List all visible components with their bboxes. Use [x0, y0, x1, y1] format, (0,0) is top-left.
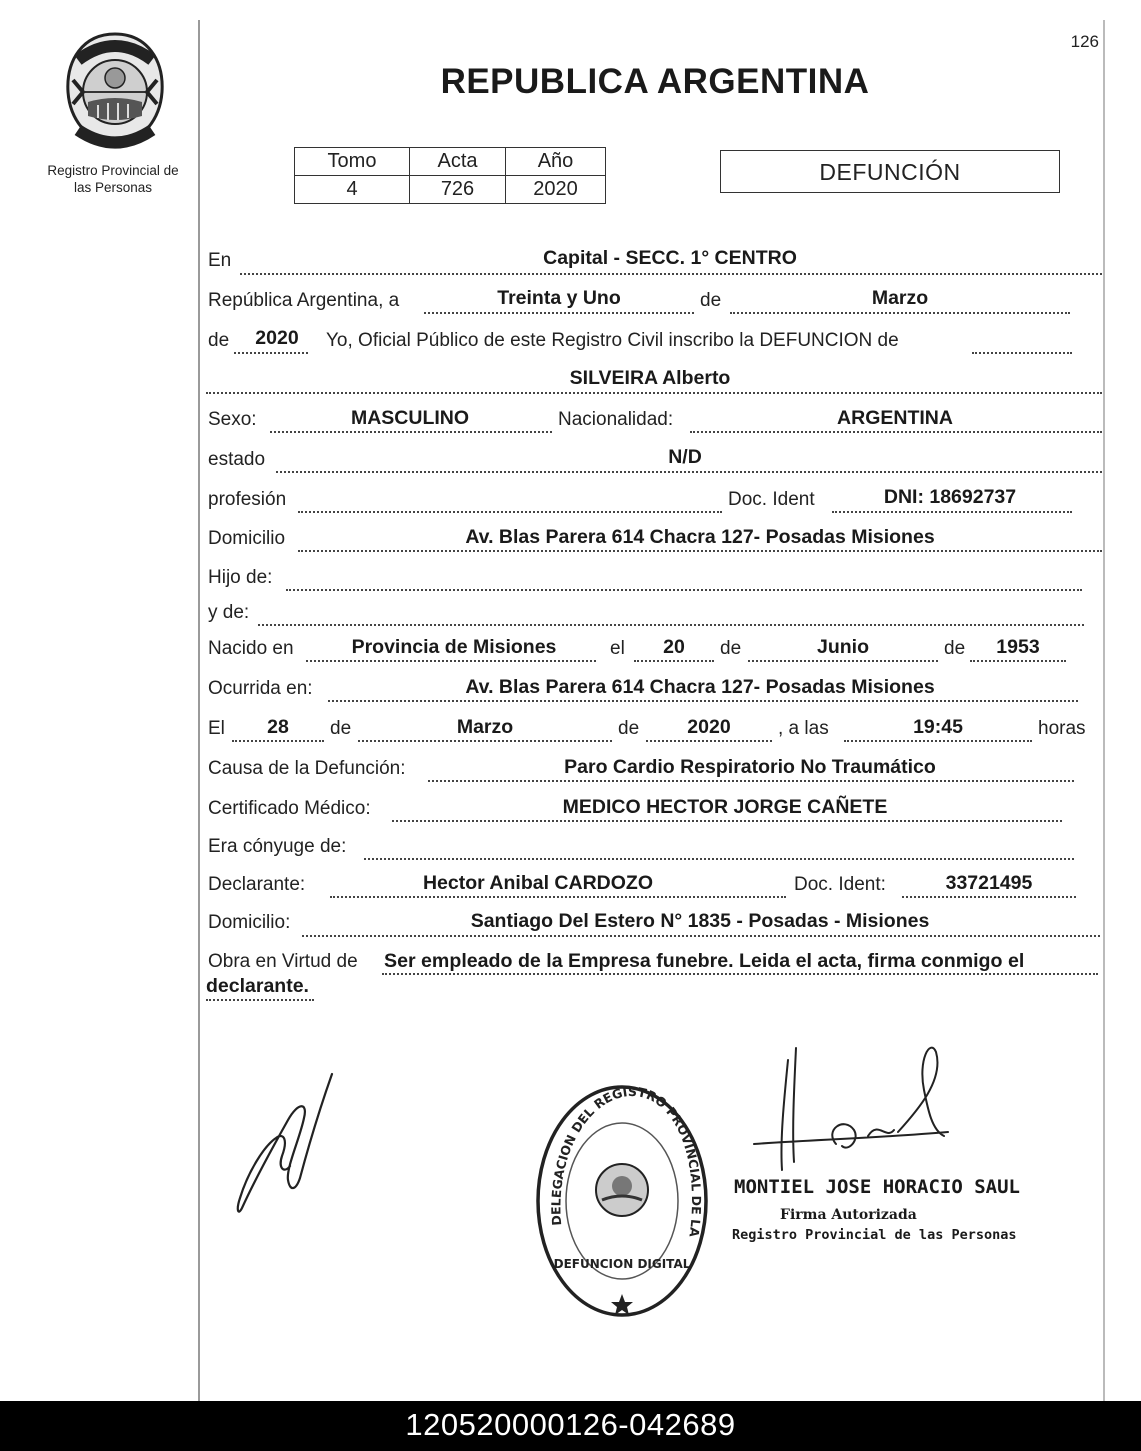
label-estado: estado — [208, 449, 266, 470]
label-en: En — [208, 250, 232, 271]
label-yo: Yo, Oficial Público de este Registro Civil inscribo la DEFUNCION de — [326, 330, 899, 351]
label-sexo: Sexo: — [208, 409, 257, 430]
obra-value-line2: declarante. — [206, 975, 309, 997]
label-republica: República Argentina, a — [208, 290, 400, 311]
label-nacionalidad: Nacionalidad: — [558, 409, 674, 430]
label-conyuge: Era cónyuge de: — [208, 836, 347, 857]
oficial-signature — [748, 1040, 958, 1180]
dotted-line — [634, 660, 714, 662]
tomo-acta-anio-table — [294, 147, 606, 204]
def-anio-value: 2020 — [687, 716, 731, 738]
label-causa: Causa de la Defunción: — [208, 758, 406, 779]
dotted-line — [382, 973, 1098, 975]
tomo-header: Tomo — [295, 148, 410, 176]
dotted-line — [330, 896, 786, 898]
nacionalidad-value: ARGENTINA — [837, 407, 953, 429]
seal-inner-text: DEFUNCION DIGITAL — [553, 1257, 691, 1271]
label-de: de — [618, 718, 640, 739]
signature-role: Firma Autorizada — [780, 1207, 917, 1223]
signature-org: Registro Provincial de las Personas — [732, 1227, 1017, 1243]
declarante-signature — [230, 1068, 340, 1218]
dotted-line — [364, 858, 1074, 860]
label-domicilio-2: Domicilio: — [208, 912, 291, 933]
label-y-de: y de: — [208, 602, 250, 623]
provincia-misiones-logo — [58, 30, 173, 150]
label-doc-ident: Doc. Ident — [728, 489, 815, 510]
label-horas: horas — [1038, 718, 1086, 739]
certificado-value: MEDICO HECTOR JORGE CAÑETE — [562, 796, 888, 818]
record-type-box: DEFUNCIÓN — [720, 150, 1060, 193]
dotted-line — [240, 273, 1102, 275]
nac-mes-value: Junio — [817, 636, 869, 658]
right-margin-line — [1103, 20, 1105, 1405]
dotted-line — [328, 700, 1078, 702]
registro-line-1: Registro Provincial de — [47, 163, 179, 178]
domicilio-value: Av. Blas Parera 614 Chacra 127- Posadas Misiones — [465, 526, 935, 548]
dotted-line — [902, 896, 1076, 898]
acta-value: 726 — [410, 176, 506, 204]
lugar-value: Capital - SECC. 1° CENTRO — [543, 247, 797, 269]
def-mes-value: Marzo — [456, 716, 514, 738]
dotted-line — [358, 740, 612, 742]
signature-name: MONTIEL JOSE HORACIO SAUL — [734, 1176, 1020, 1198]
dotted-line — [258, 624, 1084, 626]
nac-anio-value: 1953 — [996, 636, 1040, 658]
declarante-value: Hector Anibal CARDOZO — [422, 872, 654, 894]
label-profesion: profesión — [208, 489, 287, 510]
dotted-line — [730, 312, 1070, 314]
anio-value: 2020 — [506, 176, 606, 204]
dotted-line — [306, 660, 596, 662]
mes-value: Marzo — [871, 287, 929, 309]
acta-header: Acta — [410, 148, 506, 176]
label-declarante: Declarante: — [208, 874, 306, 895]
document-code-bar: 120520000126-042689 — [0, 1401, 1141, 1451]
label-nacido-en: Nacido en — [208, 638, 294, 659]
dotted-line — [428, 780, 1074, 782]
nac-dia-value: 20 — [663, 636, 685, 658]
dotted-line — [970, 660, 1066, 662]
dotted-line — [392, 820, 1062, 822]
dotted-line — [646, 740, 772, 742]
dotted-line — [206, 392, 1102, 394]
seal-outer-text: DELEGACION DEL REGISTRO PROVINCIAL DE LA — [548, 1083, 705, 1238]
label-de: de — [330, 718, 352, 739]
dotted-line — [690, 431, 1102, 433]
dotted-line — [206, 999, 314, 1001]
declarante-doc-value: 33721495 — [945, 872, 1033, 894]
label-de: de — [720, 638, 742, 659]
dotted-line — [844, 740, 1032, 742]
label-de: de — [208, 330, 230, 351]
label-el: el — [610, 638, 625, 659]
dotted-line — [270, 431, 552, 433]
dia-value: Treinta y Uno — [497, 287, 621, 309]
dotted-line — [748, 660, 938, 662]
dotted-line — [298, 511, 722, 513]
estado-value: N/D — [668, 446, 702, 468]
anio-inscripcion-value: 2020 — [255, 327, 299, 349]
dotted-line — [972, 352, 1072, 354]
registro-seal — [532, 1082, 712, 1320]
label-el-cap: El — [208, 718, 225, 739]
dotted-line — [302, 935, 1100, 937]
dotted-line — [234, 352, 308, 354]
label-de: de — [700, 290, 722, 311]
dotted-line — [276, 471, 1102, 473]
page-number: 126 — [1070, 32, 1099, 51]
label-a-las: , a las — [778, 718, 829, 739]
label-de: de — [944, 638, 966, 659]
tomo-value: 4 — [295, 176, 410, 204]
label-doc-ident-2: Doc. Ident: — [794, 874, 886, 895]
dotted-line — [232, 740, 324, 742]
label-obra: Obra en Virtud de — [208, 951, 358, 972]
dotted-line — [832, 511, 1072, 513]
ocurrida-en-value: Av. Blas Parera 614 Chacra 127- Posadas Misiones — [465, 676, 935, 698]
def-hora-value: 19:45 — [913, 716, 963, 738]
label-hijo-de: Hijo de: — [208, 567, 273, 588]
nacido-en-value: Provincia de Misiones — [351, 636, 557, 658]
label-certificado: Certificado Médico: — [208, 798, 371, 819]
registro-line-2: las Personas — [73, 180, 153, 195]
label-domicilio: Domicilio — [208, 528, 286, 549]
anio-header: Año — [506, 148, 606, 176]
dotted-line — [424, 312, 694, 314]
sexo-value: MASCULINO — [350, 407, 470, 429]
nombre-value: SILVEIRA Alberto — [569, 367, 731, 389]
registro-provincial-label — [28, 162, 198, 196]
label-ocurrida-en: Ocurrida en: — [208, 678, 313, 699]
left-margin-line — [198, 20, 200, 1405]
def-dia-value: 28 — [267, 716, 289, 738]
page-title: REPUBLICA ARGENTINA — [440, 62, 870, 101]
obra-value-line1: Ser empleado de la Empresa funebre. Leida el acta, firma conmigo el — [384, 950, 1025, 972]
dni-value: DNI: 18692737 — [883, 486, 1017, 508]
dotted-line — [286, 589, 1082, 591]
dotted-line — [298, 550, 1102, 552]
declarante-domicilio-value: Santiago Del Estero N° 1835 - Posadas - Misiones — [470, 910, 930, 932]
causa-value: Paro Cardio Respiratorio No Traumático — [564, 756, 936, 778]
